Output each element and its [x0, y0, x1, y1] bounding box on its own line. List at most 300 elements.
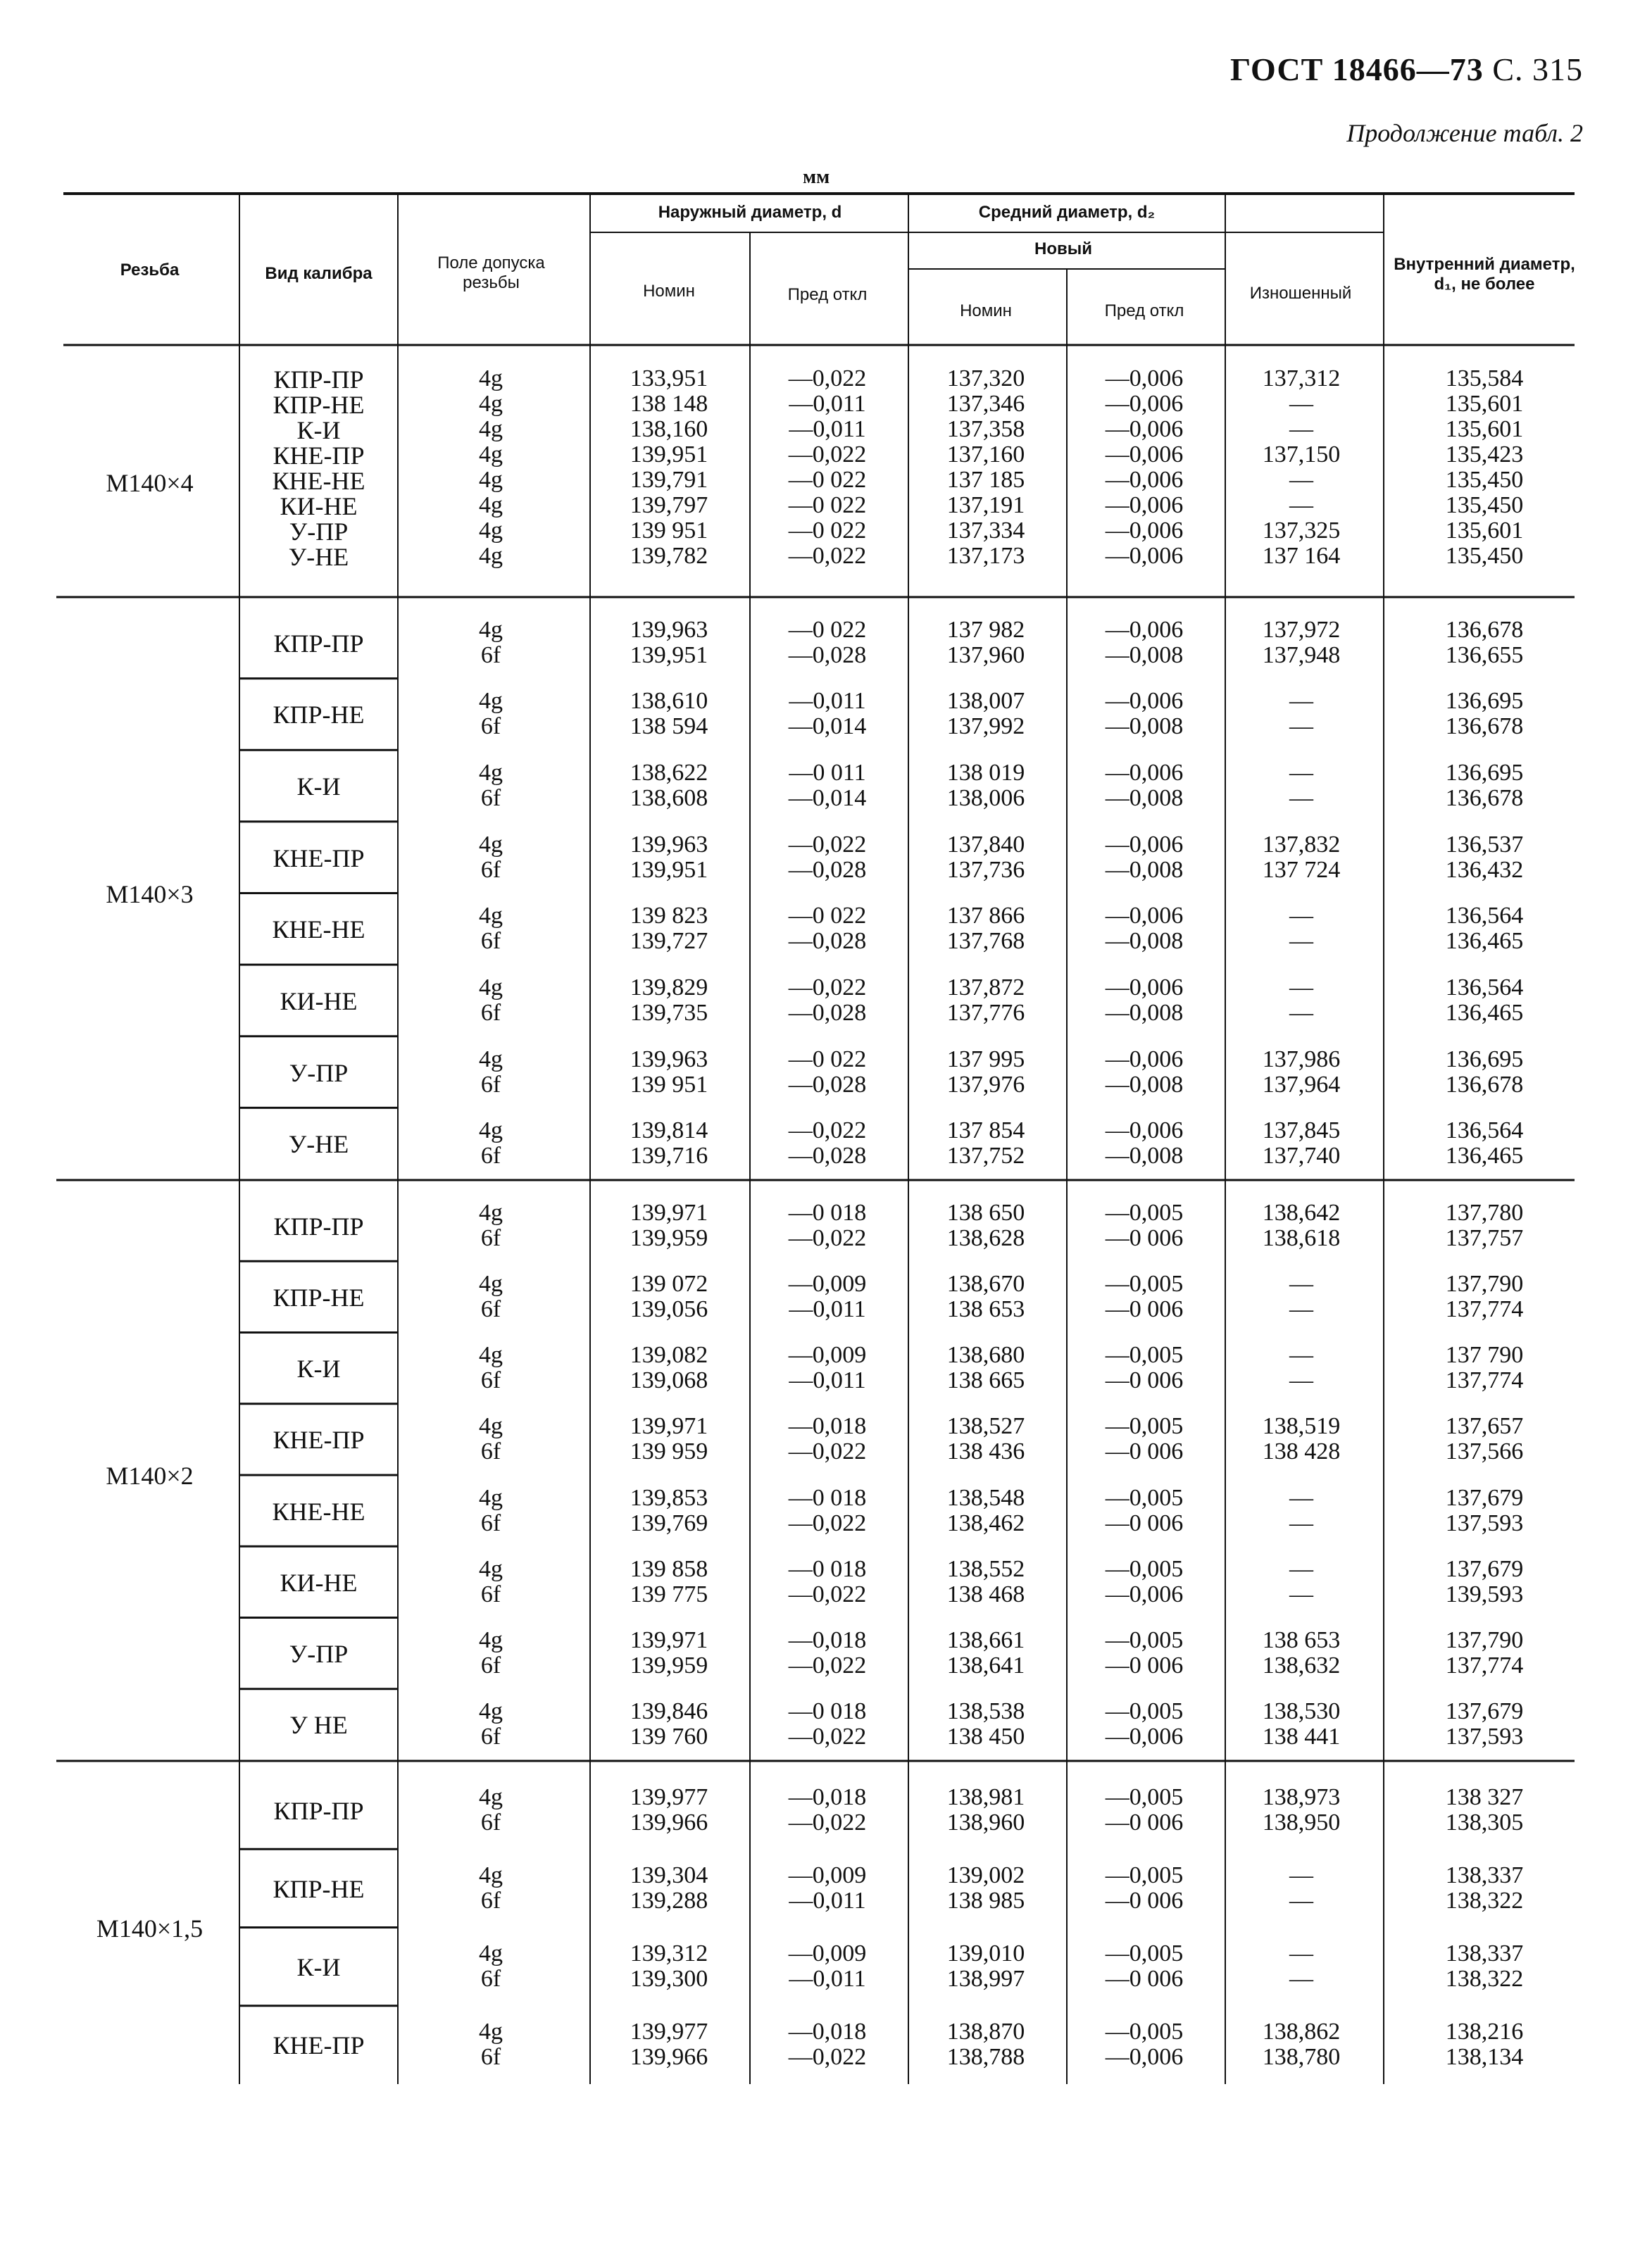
value-d1: 138,337 [1445, 1940, 1524, 1967]
value-tol: 4g [479, 1698, 503, 1725]
value-w: 137,948 [1262, 641, 1341, 668]
value-tol: 4g [479, 1940, 503, 1967]
value-d: 139 823 [630, 903, 708, 929]
value-w: 137 724 [1262, 856, 1341, 883]
col-header-pitch-dev: Пред откл [1104, 301, 1184, 320]
value-d2d: —0,008 [1105, 1071, 1184, 1098]
thread-label: М140×4 [106, 469, 194, 497]
value-d2d: —0,005 [1105, 1484, 1184, 1511]
value-d2d: —0,005 [1105, 1342, 1184, 1369]
value-w: 138,862 [1262, 2019, 1341, 2045]
value-d1: 136,564 [1445, 974, 1524, 1001]
value-tol: 4g [479, 492, 503, 518]
value-d2d: —0 006 [1105, 1367, 1184, 1394]
gauge-type: КИ-НЕ [280, 1568, 358, 1597]
gauge-type: У-ПР [289, 518, 349, 546]
value-w: — [1289, 1887, 1313, 1914]
value-dd: —0 011 [789, 760, 866, 786]
gauge-type: У-ПР [289, 1058, 349, 1087]
value-tol: 4g [479, 688, 503, 715]
value-d: 139,971 [630, 1199, 708, 1226]
value-w: — [1289, 391, 1313, 417]
value-d2: 138,788 [946, 2044, 1025, 2071]
value-tol: 4g [479, 974, 503, 1001]
col-header-tolerance: Поле допуска резьбы [437, 253, 545, 292]
value-d2: 138,007 [946, 688, 1025, 715]
value-d1: 137,679 [1445, 1484, 1524, 1511]
value-tol: 4g [479, 1555, 503, 1582]
value-d1: 136,695 [1445, 1046, 1524, 1072]
value-tol: 4g [479, 1783, 503, 1810]
value-d: 139 775 [630, 1581, 708, 1607]
value-d2d: —0,006 [1105, 543, 1184, 569]
value-d1: 135,601 [1445, 416, 1524, 442]
gauge-type: К-И [296, 1355, 341, 1384]
value-d: 139,288 [630, 1887, 708, 1914]
value-d: 139,829 [630, 974, 708, 1001]
gauge-type: КНЕ-НЕ [272, 915, 365, 944]
value-w: 138,950 [1262, 1809, 1341, 1836]
value-d1: 136,678 [1445, 616, 1524, 643]
value-tol: 6f [480, 713, 501, 740]
value-d1: 137,774 [1445, 1367, 1524, 1394]
value-d: 139,056 [630, 1296, 708, 1322]
value-dd: —0,014 [788, 785, 867, 812]
value-d: 139,959 [630, 1224, 708, 1251]
value-d1: 135,584 [1445, 365, 1524, 391]
gauge-type: КПР-НЕ [273, 1874, 365, 1903]
value-d2d: —0,005 [1105, 1627, 1184, 1654]
value-tol: 6f [480, 1296, 501, 1322]
gauge-type: КПР-НЕ [273, 1283, 365, 1312]
value-d2d: —0,006 [1105, 688, 1184, 715]
value-w: 137,972 [1262, 616, 1341, 643]
gauge-type: КПР-ПР [273, 1212, 364, 1241]
value-d2: 138,981 [946, 1783, 1025, 1810]
value-tol: 4g [479, 1862, 503, 1888]
value-tol: 4g [479, 1484, 503, 1511]
value-d1: 136,695 [1445, 760, 1524, 786]
value-d1: 135,450 [1445, 543, 1524, 569]
value-d1: 138,322 [1445, 1887, 1524, 1914]
value-d2d: —0,005 [1105, 1940, 1184, 1967]
value-tol: 6f [480, 1724, 501, 1750]
value-w: — [1289, 1581, 1313, 1607]
gauge-type: КИ-НЕ [280, 492, 358, 520]
value-w: 137,325 [1262, 518, 1341, 544]
value-d2d: —0,005 [1105, 1413, 1184, 1440]
value-w: 137,986 [1262, 1046, 1341, 1072]
value-tol: 6f [480, 928, 501, 955]
col-header-pitch-diameter: Средний диаметр, d₂ [978, 203, 1156, 222]
value-w: — [1289, 903, 1313, 929]
value-d1: 137,593 [1445, 1724, 1524, 1750]
value-d2d: —0,008 [1105, 999, 1184, 1026]
value-d: 139,082 [630, 1342, 708, 1369]
value-d: 139,963 [630, 1046, 708, 1072]
value-d: 139,304 [630, 1862, 708, 1888]
value-d1: 138,305 [1445, 1809, 1524, 1836]
value-d: 139,312 [630, 1940, 708, 1967]
value-d2d: —0,008 [1105, 1143, 1184, 1169]
value-d: 139,727 [630, 928, 708, 955]
value-dd: —0 018 [788, 1555, 867, 1582]
value-d: 138,608 [630, 785, 708, 812]
gauge-type: КПР-ПР [273, 629, 364, 658]
value-dd: —0,009 [788, 1342, 867, 1369]
gauge-type: КНЕ-ПР [273, 2031, 365, 2060]
value-d2: 138,006 [946, 785, 1025, 812]
value-d: 139,797 [630, 492, 708, 518]
gauge-type: К-И [296, 1953, 341, 1982]
value-dd: —0,022 [788, 2044, 867, 2071]
page-number: С. 315 [1492, 51, 1583, 87]
value-d2d: —0,006 [1105, 903, 1184, 929]
value-dd: —0,018 [788, 1413, 867, 1440]
value-w: — [1289, 1966, 1313, 1993]
value-d2: 137,736 [946, 856, 1025, 883]
table-continuation: Продолжение табл. 2 [1346, 119, 1583, 147]
value-d: 138,160 [630, 416, 708, 442]
value-d2: 138,548 [946, 1484, 1025, 1511]
value-d2: 137,160 [946, 441, 1025, 468]
value-d1: 136,655 [1445, 641, 1524, 668]
value-d1: 137,774 [1445, 1652, 1524, 1679]
value-dd: —0,028 [788, 1143, 867, 1169]
value-d2d: —0 006 [1105, 1438, 1184, 1465]
value-d: 138,622 [630, 760, 708, 786]
value-tol: 4g [479, 467, 503, 493]
value-d1: 137,566 [1445, 1438, 1524, 1465]
value-w: — [1289, 492, 1313, 518]
value-d2d: —0,008 [1105, 713, 1184, 740]
value-d1: 136,465 [1445, 1143, 1524, 1169]
value-d: 139 951 [630, 518, 708, 544]
value-d2d: —0,008 [1105, 856, 1184, 883]
value-tol: 4g [479, 1627, 503, 1654]
value-d2d: —0 006 [1105, 1296, 1184, 1322]
col-header-gauge: Вид калибра [265, 264, 373, 283]
value-d2d: —0 006 [1105, 1224, 1184, 1251]
value-d2: 137 185 [946, 467, 1025, 493]
value-tol: 6f [480, 856, 501, 883]
gauge-type: У НЕ [289, 1711, 348, 1740]
value-d2d: —0,006 [1105, 1046, 1184, 1072]
value-d1: 137,790 [1445, 1627, 1524, 1654]
value-w: — [1289, 999, 1313, 1026]
value-w: 137 164 [1262, 543, 1341, 569]
col-header-outer-nom: Номин [643, 282, 695, 301]
col-header-worn: Изношенный [1249, 284, 1352, 303]
value-d2: 138,870 [946, 2019, 1025, 2045]
value-d1: 135,423 [1445, 441, 1524, 468]
value-w: 138,618 [1262, 1224, 1341, 1251]
value-tol: 4g [479, 416, 503, 442]
value-d2d: —0,006 [1105, 467, 1184, 493]
value-dd: —0 022 [788, 903, 867, 929]
value-dd: —0,009 [788, 1862, 867, 1888]
value-d2: 137,173 [946, 543, 1025, 569]
value-w: 137,832 [1262, 831, 1341, 858]
value-tol: 6f [480, 1510, 501, 1536]
value-tol: 6f [480, 999, 501, 1026]
value-d: 139,814 [630, 1117, 708, 1144]
value-tol: 4g [479, 616, 503, 643]
value-d2: 137,752 [946, 1143, 1025, 1169]
value-d1: 136,695 [1445, 688, 1524, 715]
value-d: 139,966 [630, 2044, 708, 2071]
value-d2d: —0 006 [1105, 1510, 1184, 1536]
value-tol: 6f [480, 1367, 501, 1394]
value-tol: 4g [479, 543, 503, 569]
value-dd: —0,022 [788, 1510, 867, 1536]
value-d2d: —0,008 [1105, 928, 1184, 955]
value-d2d: —0 006 [1105, 1887, 1184, 1914]
value-d2d: —0,006 [1105, 365, 1184, 391]
value-dd: —0,022 [788, 1809, 867, 1836]
value-d2d: —0,006 [1105, 518, 1184, 544]
value-d: 139,735 [630, 999, 708, 1026]
value-d: 139,971 [630, 1627, 708, 1654]
value-d2d: —0,006 [1105, 1724, 1184, 1750]
value-d2: 137,358 [946, 416, 1025, 442]
value-d2: 137,872 [946, 974, 1025, 1001]
value-d2d: —0,005 [1105, 1862, 1184, 1888]
value-dd: —0,022 [788, 974, 867, 1001]
value-w: 138,780 [1262, 2044, 1341, 2071]
value-tol: 6f [480, 1652, 501, 1679]
value-w: 138 441 [1262, 1724, 1341, 1750]
value-d2d: —0 006 [1105, 1652, 1184, 1679]
value-w: 137,964 [1262, 1071, 1341, 1098]
value-d2d: —0,005 [1105, 1199, 1184, 1226]
value-dd: —0 018 [788, 1199, 867, 1226]
gauge-type: КНЕ-ПР [273, 1426, 365, 1455]
value-d2d: —0 006 [1105, 1966, 1184, 1993]
value-d: 139,853 [630, 1484, 708, 1511]
value-d2: 138,628 [946, 1224, 1025, 1251]
value-d: 138,610 [630, 688, 708, 715]
value-dd: —0,022 [788, 831, 867, 858]
value-d: 139,068 [630, 1367, 708, 1394]
value-w: — [1289, 1510, 1313, 1536]
value-d2: 137,776 [946, 999, 1025, 1026]
value-d1: 136,564 [1445, 1117, 1524, 1144]
value-d2: 138 985 [946, 1887, 1025, 1914]
value-w: — [1289, 1862, 1313, 1888]
value-d2: 137 854 [946, 1117, 1025, 1144]
value-d2: 137,960 [946, 641, 1025, 668]
col-header-new: Новый [1034, 239, 1092, 258]
value-d2d: —0,005 [1105, 1270, 1184, 1297]
value-d1: 137,657 [1445, 1413, 1524, 1440]
value-d1: 136,564 [1445, 903, 1524, 929]
value-d2d: —0,008 [1105, 785, 1184, 812]
value-w: — [1289, 785, 1313, 812]
value-w: — [1289, 760, 1313, 786]
value-dd: —0,028 [788, 999, 867, 1026]
value-d1: 136,432 [1445, 856, 1524, 883]
value-d: 139,963 [630, 831, 708, 858]
value-d: 139 951 [630, 1071, 708, 1098]
value-dd: —0,011 [789, 688, 866, 715]
value-dd: —0 022 [788, 492, 867, 518]
value-d2: 137,346 [946, 391, 1025, 417]
value-d: 139,300 [630, 1966, 708, 1993]
value-d1: 137,774 [1445, 1296, 1524, 1322]
value-d: 139 959 [630, 1438, 708, 1465]
gauge-type: КПР-НЕ [273, 701, 365, 729]
col-header-pitch-nom: Номин [960, 301, 1012, 320]
value-dd: —0,022 [788, 1117, 867, 1144]
value-tol: 6f [480, 1809, 501, 1836]
value-w: — [1289, 713, 1313, 740]
value-dd: —0,018 [788, 1783, 867, 1810]
gauge-type: У-ПР [289, 1640, 349, 1669]
value-d2d: —0,006 [1105, 974, 1184, 1001]
value-d: 139,846 [630, 1698, 708, 1725]
value-d2: 137 982 [946, 616, 1025, 643]
value-tol: 4g [479, 1270, 503, 1297]
value-d2: 137,320 [946, 365, 1025, 391]
value-d: 139,951 [630, 641, 708, 668]
value-d2d: —0 006 [1105, 1809, 1184, 1836]
value-tol: 4g [479, 441, 503, 468]
value-d1: 135,450 [1445, 467, 1524, 493]
value-dd: —0,018 [788, 2019, 867, 2045]
value-w: — [1289, 688, 1313, 715]
value-w: — [1289, 1555, 1313, 1582]
value-d2d: —0,006 [1105, 391, 1184, 417]
col-header-thread: Резьба [120, 261, 180, 280]
value-d2d: —0,006 [1105, 831, 1184, 858]
value-dd: —0,022 [788, 441, 867, 468]
value-d2: 138 653 [946, 1296, 1025, 1322]
value-tol: 4g [479, 1117, 503, 1144]
gauge-type: КНЕ-ПР [273, 441, 365, 470]
value-w: 137,150 [1262, 441, 1341, 468]
value-dd: —0 022 [788, 518, 867, 544]
value-d: 138 148 [630, 391, 708, 417]
value-dd: —0,011 [789, 391, 866, 417]
value-tol: 4g [479, 2019, 503, 2045]
value-d1: 137,780 [1445, 1199, 1524, 1226]
value-d1: 137,593 [1445, 1510, 1524, 1536]
value-d2: 138 450 [946, 1724, 1025, 1750]
unit-label: мм [803, 166, 830, 188]
value-tol: 6f [480, 1887, 501, 1914]
value-w: 138,973 [1262, 1783, 1341, 1810]
value-d2: 137,768 [946, 928, 1025, 955]
value-w: 138,642 [1262, 1199, 1341, 1226]
col-header-outer-diameter: Наружный диаметр, d [658, 203, 842, 222]
value-d2: 137 866 [946, 903, 1025, 929]
value-tol: 6f [480, 1143, 501, 1169]
value-d2d: —0,005 [1105, 2019, 1184, 2045]
value-d1: 137,679 [1445, 1698, 1524, 1725]
value-dd: —0,022 [788, 1652, 867, 1679]
value-d: 139,977 [630, 2019, 708, 2045]
value-d: 139,971 [630, 1413, 708, 1440]
value-d: 139 072 [630, 1270, 708, 1297]
value-d2: 137,334 [946, 518, 1025, 544]
gauge-type: У-НЕ [288, 543, 349, 571]
value-dd: —0,028 [788, 928, 867, 955]
value-d1: 138,337 [1445, 1862, 1524, 1888]
value-dd: —0,011 [789, 416, 866, 442]
value-d2d: —0,005 [1105, 1555, 1184, 1582]
value-tol: 4g [479, 903, 503, 929]
thread-label: М140×1,5 [96, 1914, 204, 1943]
value-w: 138,632 [1262, 1652, 1341, 1679]
value-d1: 139,593 [1445, 1581, 1524, 1607]
value-d2: 137,992 [946, 713, 1025, 740]
value-w: 138,519 [1262, 1413, 1341, 1440]
thread-label: М140×2 [106, 1462, 194, 1490]
value-d: 139,791 [630, 467, 708, 493]
value-dd: —0 022 [788, 467, 867, 493]
value-d2: 137,840 [946, 831, 1025, 858]
value-w: 138 428 [1262, 1438, 1341, 1465]
value-d2d: —0,006 [1105, 1581, 1184, 1607]
value-dd: —0,022 [788, 1581, 867, 1607]
value-dd: —0,028 [788, 1071, 867, 1098]
value-d2: 138,641 [946, 1652, 1025, 1679]
value-d: 139,977 [630, 1783, 708, 1810]
value-d1: 137,679 [1445, 1555, 1524, 1582]
value-w: — [1289, 1296, 1313, 1322]
value-d1: 136,678 [1445, 713, 1524, 740]
value-d: 139,716 [630, 1143, 708, 1169]
gauge-type: К-И [296, 416, 341, 444]
value-d2d: —0,006 [1105, 760, 1184, 786]
value-d: 139,959 [630, 1652, 708, 1679]
value-d2: 137,191 [946, 492, 1025, 518]
value-d1: 136,678 [1445, 1071, 1524, 1098]
value-tol: 4g [479, 1199, 503, 1226]
value-tol: 4g [479, 760, 503, 786]
value-dd: —0,028 [788, 641, 867, 668]
value-d1: 138,322 [1445, 1966, 1524, 1993]
value-w: — [1289, 1940, 1313, 1967]
value-tol: 6f [480, 1581, 501, 1607]
gauge-type: КИ-НЕ [280, 986, 358, 1015]
value-d2: 137,976 [946, 1071, 1025, 1098]
value-d2: 138 468 [946, 1581, 1025, 1607]
value-d1: 136,465 [1445, 928, 1524, 955]
value-d1: 137,757 [1445, 1224, 1524, 1251]
value-d: 139,769 [630, 1510, 708, 1536]
value-w: — [1289, 1484, 1313, 1511]
value-w: 137,312 [1262, 365, 1341, 391]
gauge-type: К-И [296, 772, 341, 801]
value-tol: 4g [479, 1342, 503, 1369]
value-dd: —0,014 [788, 713, 867, 740]
value-dd: —0,022 [788, 365, 867, 391]
value-d1: 135,450 [1445, 492, 1524, 518]
value-d2: 138,997 [946, 1966, 1025, 1993]
value-w: 137,845 [1262, 1117, 1341, 1144]
value-tol: 4g [479, 1046, 503, 1072]
value-tol: 4g [479, 831, 503, 858]
value-d: 139,963 [630, 616, 708, 643]
value-d2: 137 995 [946, 1046, 1025, 1072]
value-d1: 138,216 [1445, 2019, 1524, 2045]
value-d2: 138,462 [946, 1510, 1025, 1536]
value-dd: —0 022 [788, 616, 867, 643]
value-dd: —0,011 [789, 1887, 866, 1914]
value-d2d: —0,006 [1105, 416, 1184, 442]
